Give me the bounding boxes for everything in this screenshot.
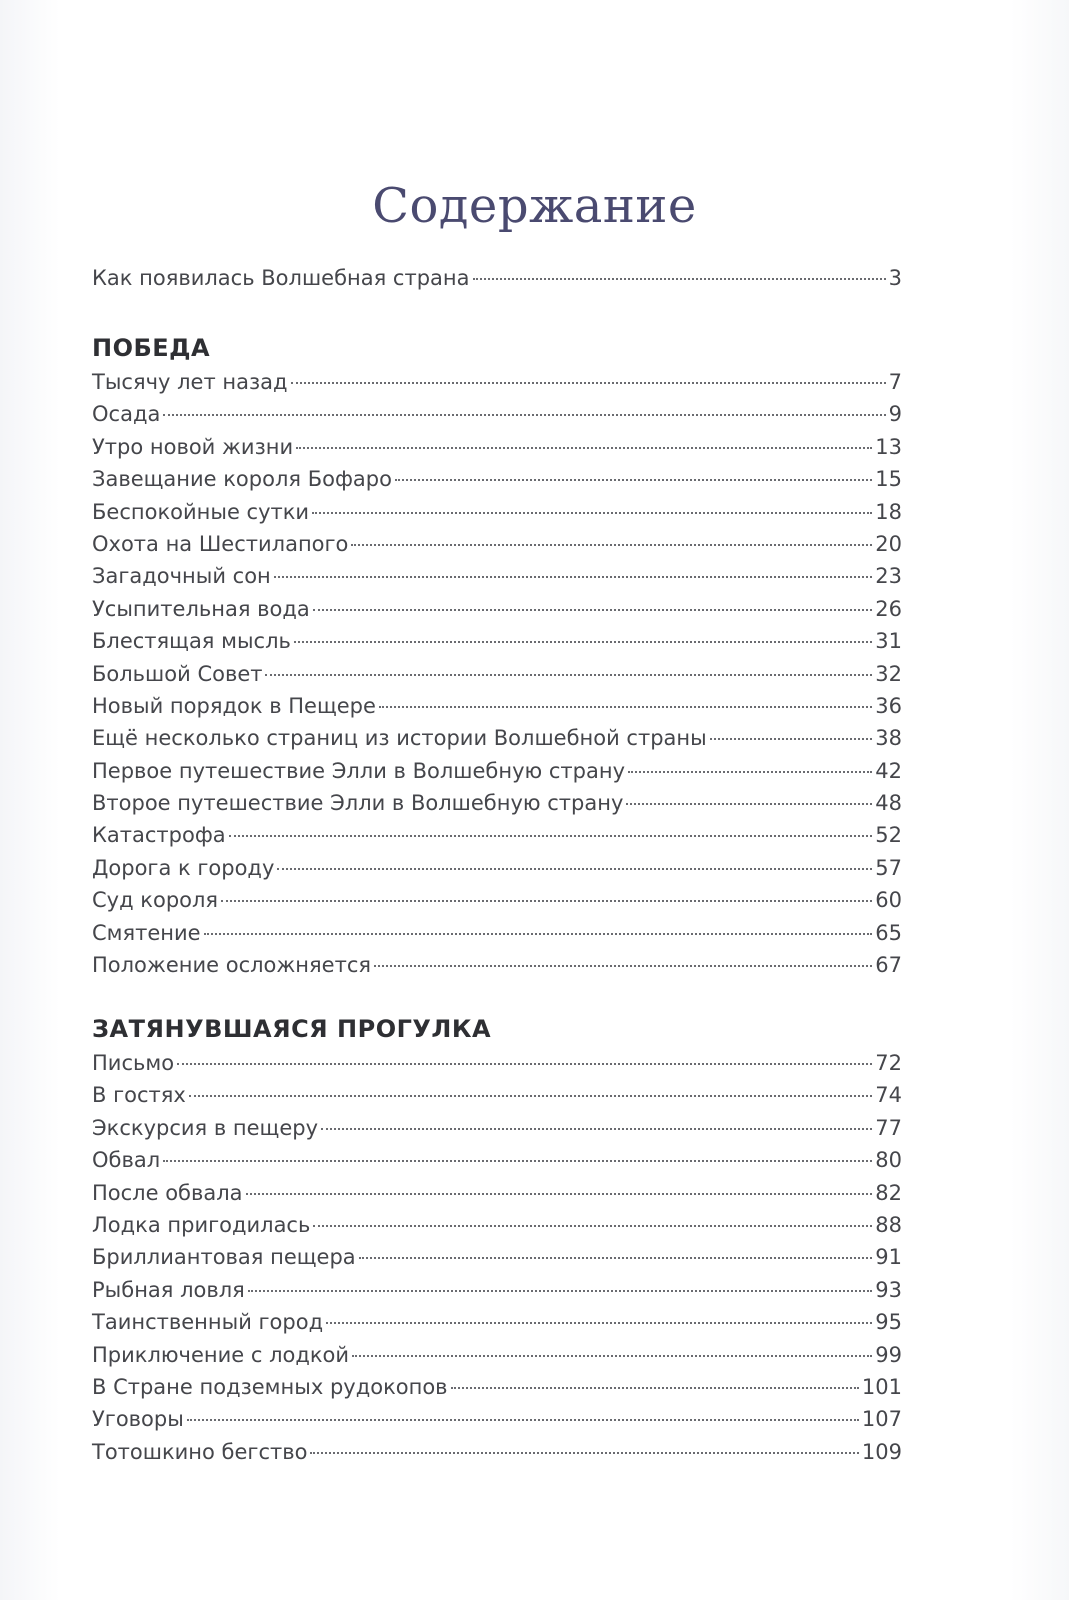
toc-entry-label: Утро новой жизни [92, 434, 294, 459]
toc-entry-label: Рыбная ловля [92, 1277, 245, 1302]
toc-entry-page: 18 [875, 499, 902, 524]
toc-entry [92, 917, 902, 949]
toc-entry-label: Обвал [92, 1148, 161, 1173]
toc-entry [92, 496, 902, 528]
toc-entry [92, 1177, 902, 1209]
toc-entry-page: 88 [875, 1212, 902, 1237]
toc-entry [92, 1047, 902, 1079]
dot-leader [313, 609, 872, 611]
toc-entry [92, 1436, 902, 1468]
toc-entry-label: Лодка пригодилась [92, 1212, 311, 1237]
toc-entry-label: Дорога к городу [92, 855, 275, 880]
toc-entry-page: 72 [875, 1051, 902, 1075]
toc-entry-label: Новый порядок в Пещере [92, 693, 376, 718]
toc-entry-label: Второе путешествие Элли в Волшебную страну [92, 791, 624, 816]
dot-leader [163, 414, 885, 416]
toc-entry-page: 23 [875, 564, 902, 589]
toc-entry-label: Положение осложняется [92, 953, 371, 978]
toc-entry [92, 1371, 902, 1403]
toc-entry-label: Беспокойные сутки [92, 499, 310, 524]
dot-leader [710, 738, 873, 740]
toc-entry-label: Большой Совет [92, 661, 263, 686]
toc-entry-page: 20 [875, 531, 902, 556]
toc-entry-label: Письмо [92, 1051, 175, 1075]
toc-entry-page: 67 [875, 953, 902, 978]
toc-entry-label: Тысячу лет назад [92, 370, 288, 394]
toc-entry [92, 528, 902, 560]
toc-entry-page: 82 [875, 1180, 902, 1205]
toc-entry-label: Суд короля [92, 888, 219, 913]
dot-leader [294, 641, 872, 643]
dot-leader [291, 382, 886, 384]
toc-entry-page: 26 [875, 596, 902, 621]
toc-entry-page: 32 [875, 661, 902, 686]
toc-entry-page: 52 [875, 823, 902, 848]
toc-entries [92, 1047, 902, 1468]
dot-leader [473, 278, 886, 280]
toc-entry-page: 38 [875, 726, 902, 751]
toc-entry-page: 99 [875, 1342, 902, 1367]
toc-entry-label: Первое путешествие Элли в Волшебную страну [92, 758, 625, 783]
toc-entry-label: Усыпительная вода [92, 596, 310, 621]
toc-intro [92, 262, 902, 294]
toc-entry [92, 658, 902, 690]
dot-leader [374, 965, 872, 967]
toc-entry-label: Завещание короля Бофаро [92, 467, 392, 492]
toc-entry-label: Приключение с лодкой [92, 1342, 350, 1367]
toc-entry-page: 93 [875, 1277, 902, 1302]
toc-entry-label: В Стране подземных рудокопов [92, 1374, 448, 1399]
toc-entry [92, 1144, 902, 1176]
toc-entry-label: Экскурсия в пещеру [92, 1115, 318, 1140]
toc-entry-page: 101 [861, 1374, 902, 1399]
toc-entry [92, 560, 902, 592]
toc-entry [92, 625, 902, 657]
toc-section-progulka [92, 1011, 902, 1468]
toc-entry-label: Охота на Шестилапого [92, 531, 349, 556]
toc-entry-page: 57 [875, 855, 902, 880]
dot-leader [626, 803, 872, 805]
toc-entry [92, 755, 902, 787]
toc-entry-page: 7 [888, 370, 902, 394]
toc-entry-page: 31 [875, 629, 902, 654]
toc-entry-label: Уговоры [92, 1407, 184, 1432]
toc-entry-page: 80 [875, 1148, 902, 1173]
dot-leader [248, 1290, 872, 1292]
toc-entry-page: 77 [875, 1115, 902, 1140]
dot-leader [296, 447, 872, 449]
dot-leader [312, 512, 872, 514]
toc-entry-label: Тотошкино бегство [92, 1439, 308, 1464]
section-heading: ЗАТЯНУВШАЯСЯ ПРОГУЛКА [92, 1015, 492, 1043]
dot-leader [265, 674, 872, 676]
toc-entry [92, 262, 902, 294]
dot-leader [395, 479, 872, 481]
toc-entry [92, 431, 902, 463]
dot-leader [221, 900, 872, 902]
toc-entry-label: Катастрофа [92, 823, 226, 848]
toc-entry-page: 48 [875, 791, 902, 816]
toc-entry-label: После обвала [92, 1180, 243, 1205]
toc-entry [92, 366, 902, 398]
toc-entry-page: 60 [875, 888, 902, 913]
dot-leader [204, 933, 873, 935]
dot-leader [310, 1452, 858, 1454]
dot-leader [274, 576, 872, 578]
dot-leader [326, 1322, 872, 1324]
toc-entry-label: Смятение [92, 920, 201, 945]
toc-entry [92, 949, 902, 981]
toc-entries [92, 366, 902, 981]
dot-leader [351, 544, 872, 546]
toc-entry-page: 107 [861, 1407, 902, 1432]
toc-entry [92, 884, 902, 916]
dot-leader [379, 706, 872, 708]
dot-leader [628, 771, 872, 773]
toc-entry-label: Таинственный город [92, 1310, 324, 1335]
page-title: Содержание [372, 178, 697, 234]
toc-entry [92, 1079, 902, 1111]
dot-leader [313, 1225, 872, 1227]
toc-entry [92, 1403, 902, 1435]
toc-entry [92, 593, 902, 625]
toc-entry-page: 109 [861, 1439, 902, 1464]
toc-entry [92, 1274, 902, 1306]
toc-entry-label: Бриллиантовая пещера [92, 1245, 356, 1270]
toc-entry [92, 722, 902, 754]
toc-section-pobeda [92, 330, 902, 981]
toc-entry-label: Ещё несколько страниц из истории Волшебной страны [92, 726, 707, 751]
toc-entry-label: Загадочный сон [92, 564, 271, 589]
dot-leader [187, 1419, 859, 1421]
toc-entry-page: 13 [875, 434, 902, 459]
toc-entry-page: 42 [875, 758, 902, 783]
toc-entry-page: 15 [875, 467, 902, 492]
toc-entry [92, 690, 902, 722]
toc-entry-page: 3 [888, 266, 902, 290]
dot-leader [277, 868, 872, 870]
toc-entry [92, 463, 902, 495]
dot-leader [229, 835, 873, 837]
toc-entry [92, 398, 902, 430]
toc-entry [92, 1112, 902, 1144]
toc-entry-label: В гостях [92, 1083, 186, 1108]
toc-entry-label: Блестящая мысль [92, 629, 291, 654]
toc-entry-page: 74 [875, 1083, 902, 1108]
dot-leader [359, 1257, 873, 1259]
dot-leader [246, 1193, 873, 1195]
dot-leader [189, 1095, 872, 1097]
section-heading: ПОБЕДА [92, 334, 211, 362]
toc-entry [92, 1339, 902, 1371]
dot-leader [451, 1387, 859, 1389]
dot-leader [177, 1063, 872, 1065]
toc-entry-page: 91 [875, 1245, 902, 1270]
toc-entry [92, 1241, 902, 1273]
toc-entry-page: 9 [888, 402, 902, 427]
toc-entry-label: Как появилась Волшебная страна [92, 266, 470, 290]
toc-entry [92, 819, 902, 851]
toc-entry-page: 36 [875, 693, 902, 718]
dot-leader [163, 1160, 872, 1162]
dot-leader [321, 1128, 872, 1130]
dot-leader [352, 1355, 872, 1357]
toc-entry [92, 787, 902, 819]
toc-entry [92, 852, 902, 884]
toc-entry-page: 95 [875, 1310, 902, 1335]
toc-entry [92, 1209, 902, 1241]
toc-entry-label: Осада [92, 402, 161, 427]
toc-entry-page: 65 [875, 920, 902, 945]
toc-entry [92, 1306, 902, 1338]
